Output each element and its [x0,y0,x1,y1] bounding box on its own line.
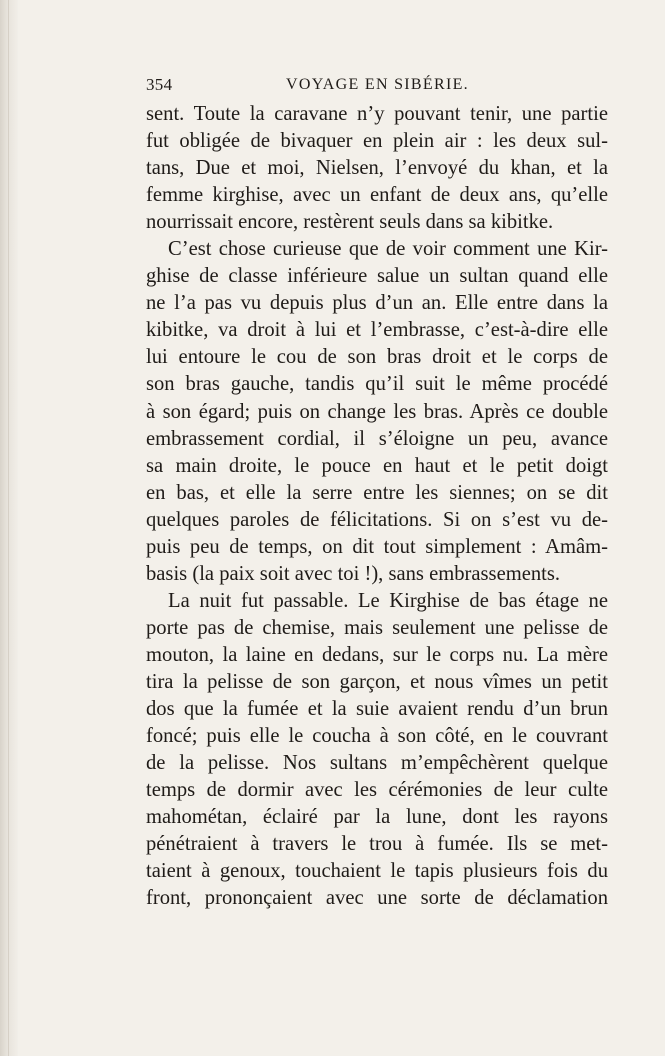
text-line: tans, Due et moi, Nielsen, l’envoyé du khan, et la [146,157,608,180]
text-line: ne l’a pas vu depuis plus d’un an. Elle entre dans la [146,292,608,315]
text-line: tira la pelisse de son garçon, et nous vîmes un petit [146,670,608,693]
text-line: porte pas de chemise, mais seulement une pelisse de [146,616,608,639]
text-line: sa main droite, le pouce en haut et le petit doigt [146,454,608,477]
text-line: pénétraient à travers le trou à fumée. Ils se met- [146,833,608,856]
text-line: foncé; puis elle le coucha à son côté, en le couvrant [146,725,608,748]
text-line: nourrissait encore, restèrent seuls dans sa kibitke. [146,211,554,234]
text-line: à son égard; puis on change les bras. Après ce double [146,400,608,423]
text-line: son bras gauche, tandis qu’il suit le même procédé [146,373,608,396]
running-head [146,72,608,98]
text-line: front, prononçaient avec une sorte de déclamation [146,887,608,910]
text-line: puis peu de temps, on dit tout simplement : Amâm- [146,535,608,558]
running-title: VOYAGE EN SIBÉRIE. [286,76,469,93]
text-line: de la pelisse. Nos sultans m’empêchèrent quelque [146,752,608,775]
text-line: basis (la paix soit avec toi !), sans embrassements. [146,562,561,585]
body-text [146,101,608,912]
text-line: mouton, la laine en dedans, sur le corps nu. La mère [146,643,608,666]
text-line: ghise de classe inférieure salue un sultan quand elle [146,265,608,288]
text-line: quelques paroles de félicitations. Si on s’est vu de- [146,508,608,531]
text-line: sent. Toute la caravane n’y pouvant tenir, une partie [146,103,608,125]
text-line: kibitke, va droit à lui et l’embrasse, c’est-à-dire elle [146,319,608,342]
text-line: fut obligée de bivaquer en plein air : les deux sul- [146,130,608,153]
text-line: taient à genoux, touchaient le tapis plusieurs fois du [146,860,608,883]
page-number: 354 [146,75,173,94]
text-line: femme kirghise, avec un enfant de deux ans, qu’elle [146,184,608,207]
text-line: C’est chose curieuse que de voir comment une Kir- [168,238,608,261]
text-line: en bas, et elle la serre entre les siennes; on se dit [146,481,608,504]
text-line: lui entoure le cou de son bras droit et le corps de [146,346,608,369]
text-line: dos que la fumée et la suie avaient rendu d’un brun [146,698,608,721]
page-binding-edge [0,0,18,1056]
text-line: La nuit fut passable. Le Kirghise de bas étage ne [168,589,608,612]
text-line: embrassement cordial, il s’éloigne un peu, avance [146,427,608,450]
text-line: temps de dormir avec les cérémonies de leur culte [146,779,608,802]
text-line: mahométan, éclairé par la lune, dont les rayons [146,806,608,829]
